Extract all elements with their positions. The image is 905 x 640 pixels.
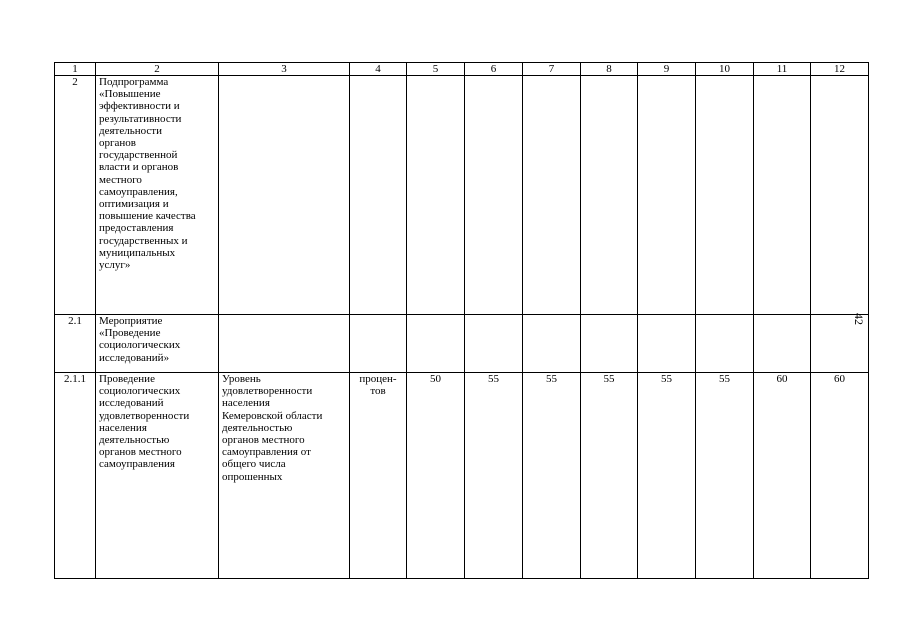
text-line: услуг»: [99, 259, 131, 272]
text-line: удовлетворенности: [99, 409, 190, 422]
header-cell: 11: [754, 63, 811, 76]
text-line: Уровень: [222, 373, 261, 385]
row-number: 2.1: [55, 315, 96, 373]
text-line: органов местного: [222, 434, 305, 447]
text-line: повышение качества: [99, 210, 196, 223]
text-line: государственных и: [99, 234, 188, 247]
text-line: Мероприятие: [99, 315, 163, 327]
text-line: процен-: [359, 373, 397, 385]
text-line: опрошенных: [222, 470, 283, 483]
header-cell: 1: [55, 63, 96, 76]
text-line: «Проведение: [99, 327, 161, 340]
text-line: оптимизация и: [99, 198, 169, 211]
text-line: деятельностью: [99, 434, 170, 447]
text-line: населения: [222, 397, 270, 410]
text-line: населения: [99, 421, 147, 434]
unit-cell: [350, 373, 407, 579]
empty-cell: [219, 315, 350, 373]
header-cell: 2: [96, 63, 219, 76]
header-cell: 12: [811, 63, 869, 76]
text-line: самоуправления: [99, 458, 175, 471]
text-line: Кемеровской области: [222, 409, 323, 422]
empty-cell: [350, 315, 407, 373]
text-line: Проведение: [99, 373, 155, 385]
text-line: эффективности и: [99, 100, 180, 113]
row-number: 2: [55, 76, 96, 315]
text-line: результативности: [99, 112, 182, 125]
empty-cell: [811, 76, 869, 315]
subprogram-title: [96, 76, 219, 315]
empty-cell: [696, 315, 754, 373]
header-cell: 8: [581, 63, 638, 76]
table-row-measure: [55, 315, 869, 373]
header-cell: 10: [696, 63, 754, 76]
measure-title: [96, 315, 219, 373]
empty-cell: [219, 76, 350, 315]
text-line: деятельности: [99, 124, 162, 137]
text-line: муниципальных: [99, 246, 176, 259]
empty-cell: [407, 315, 465, 373]
empty-cell: [581, 315, 638, 373]
text-line: органов: [99, 137, 136, 150]
text-line: предоставления: [99, 222, 174, 235]
text-line: Подпрограмма: [99, 76, 169, 88]
indicators-table: [54, 62, 869, 579]
value-cell: 55: [638, 373, 696, 579]
header-cell: 3: [219, 63, 350, 76]
header-cell: 7: [523, 63, 581, 76]
table-row-indicator: [55, 373, 869, 579]
value-cell: 50: [407, 373, 465, 579]
text-line: «Повышение: [99, 88, 161, 101]
empty-cell: [754, 315, 811, 373]
value-cell: 55: [523, 373, 581, 579]
empty-cell: [465, 76, 523, 315]
table-header-row: [55, 63, 869, 76]
value-cell: 55: [465, 373, 523, 579]
empty-cell: [638, 315, 696, 373]
header-cell: 5: [407, 63, 465, 76]
table-row-subprogram: [55, 76, 869, 315]
text-line: власти и органов: [99, 161, 179, 174]
text-line: общего числа: [222, 458, 286, 471]
indicator-name: [219, 373, 350, 579]
header-cell: 6: [465, 63, 523, 76]
text-line: тов: [370, 385, 386, 398]
text-line: самоуправления,: [99, 185, 178, 198]
text-line: деятельностью: [222, 421, 293, 434]
empty-cell: [638, 76, 696, 315]
text-line: государственной: [99, 149, 178, 162]
text-line: местного: [99, 173, 142, 186]
empty-cell: [523, 315, 581, 373]
value-cell: 55: [581, 373, 638, 579]
text-line: удовлетворенности: [222, 385, 313, 398]
text-line: органов местного: [99, 446, 182, 459]
text-line: социологических: [99, 339, 181, 352]
empty-cell: [523, 76, 581, 315]
empty-cell: [754, 76, 811, 315]
page-number: 42: [852, 313, 866, 325]
value-cell: 60: [811, 373, 869, 579]
empty-cell: [465, 315, 523, 373]
empty-cell: [407, 76, 465, 315]
text-line: исследований»: [99, 351, 170, 364]
value-cell: 55: [696, 373, 754, 579]
indicator-activity: [96, 373, 219, 579]
header-cell: 9: [638, 63, 696, 76]
text-line: исследований: [99, 397, 164, 410]
header-cell: 4: [350, 63, 407, 76]
empty-cell: [581, 76, 638, 315]
row-number: 2.1.1: [55, 373, 96, 579]
empty-cell: [696, 76, 754, 315]
text-line: социологических: [99, 385, 181, 398]
text-line: самоуправления от: [222, 446, 311, 459]
value-cell: 60: [754, 373, 811, 579]
empty-cell: [350, 76, 407, 315]
